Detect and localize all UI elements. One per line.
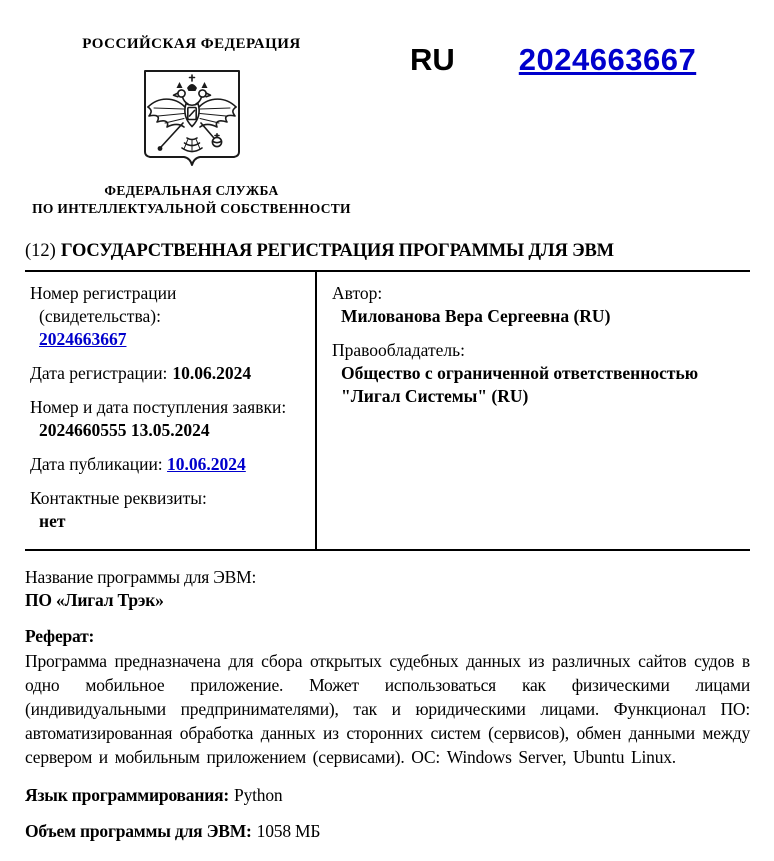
registration-number-link[interactable]: 2024663667: [39, 329, 127, 349]
inid-code: (12): [25, 241, 56, 261]
publication-number-block: [410, 36, 696, 77]
document-title-text: ГОСУДАРСТВЕННАЯ РЕГИСТРАЦИЯ ПРОГРАММЫ ДЛЯ ЭВМ: [60, 241, 614, 261]
registration-number-label-line2: (свидетельства):: [39, 306, 161, 326]
coat-of-arms-svg: [138, 66, 246, 172]
contact-details-field: [30, 487, 307, 533]
publication-date-field: [30, 453, 307, 476]
language-label: Язык программирования:: [25, 785, 230, 805]
agency-name: [25, 182, 358, 218]
program-name-value: ПО «Лигал Трэк»: [25, 590, 164, 610]
registration-number-label-line1: Номер регистрации: [30, 283, 177, 303]
registration-date-value: 10.06.2024: [172, 363, 252, 383]
program-name-label: Название программы для ЭВМ:: [25, 567, 257, 587]
author-value: Милованова Вера Сергеевна (RU): [341, 306, 611, 326]
size-label: Объем программы для ЭВМ:: [25, 821, 252, 841]
language-value: Python: [234, 785, 283, 805]
contact-details-label: Контактные реквизиты:: [30, 488, 207, 508]
registration-date-field: [30, 362, 307, 385]
registration-number-field: [30, 282, 307, 351]
registration-date-label: Дата регистрации:: [30, 363, 168, 383]
abstract-section: [25, 625, 750, 769]
agency-name-line2: ПО ИНТЕЛЛЕКТУАЛЬНОЙ СОБСТВЕННОСТИ: [32, 201, 351, 216]
application-label: Номер и дата поступления заявки:: [30, 397, 287, 417]
document-title: [25, 241, 750, 262]
country-code: RU: [410, 42, 455, 77]
details-table: [25, 270, 750, 551]
issuing-authority-block: [25, 36, 358, 218]
publication-date-label: Дата публикации:: [30, 454, 163, 474]
country-name: РОССИЙСКАЯ ФЕДЕРАЦИЯ: [82, 36, 301, 52]
application-value: 2024660555 13.05.2024: [39, 420, 210, 440]
rightholder-label: Правообладатель:: [332, 340, 465, 360]
russia-coat-of-arms-icon: [138, 66, 246, 172]
author-field: [332, 282, 742, 328]
author-label: Автор:: [332, 283, 383, 303]
language-section: [25, 784, 750, 807]
rightholder-field: [332, 339, 742, 408]
program-name-section: [25, 566, 750, 612]
rightholder-value: Общество с ограниченной ответственностью "Лигал Системы" (RU): [341, 363, 699, 406]
document-header: [25, 36, 750, 218]
contact-details-value: нет: [39, 511, 66, 531]
registration-details-column: [25, 272, 317, 549]
agency-name-line1: ФЕДЕРАЛЬНАЯ СЛУЖБА: [104, 183, 279, 198]
size-section: [25, 820, 750, 843]
abstract-label: Реферат:: [25, 626, 95, 646]
document-number-link[interactable]: 2024663667: [518, 42, 697, 77]
publication-date-link[interactable]: 10.06.2024: [167, 454, 246, 474]
application-field: [30, 396, 307, 442]
abstract-text: Программа предназначена для сбора открытых судебных данных из различных сайтов судов в одно мобильное приложение. Может использоваться как физическими лицами (индивидуальными предпринимателями), так и юридическими лицами. Функционал ПО: автоматизированная обработка данных из сторонних систем (сервисов), обмен данными между сервером и мобильным приложением (сервисами). ОС: Windows Server, Ubuntu Linux.: [25, 651, 750, 767]
size-value: 1058 МБ: [256, 821, 321, 841]
parties-column: [317, 272, 750, 549]
